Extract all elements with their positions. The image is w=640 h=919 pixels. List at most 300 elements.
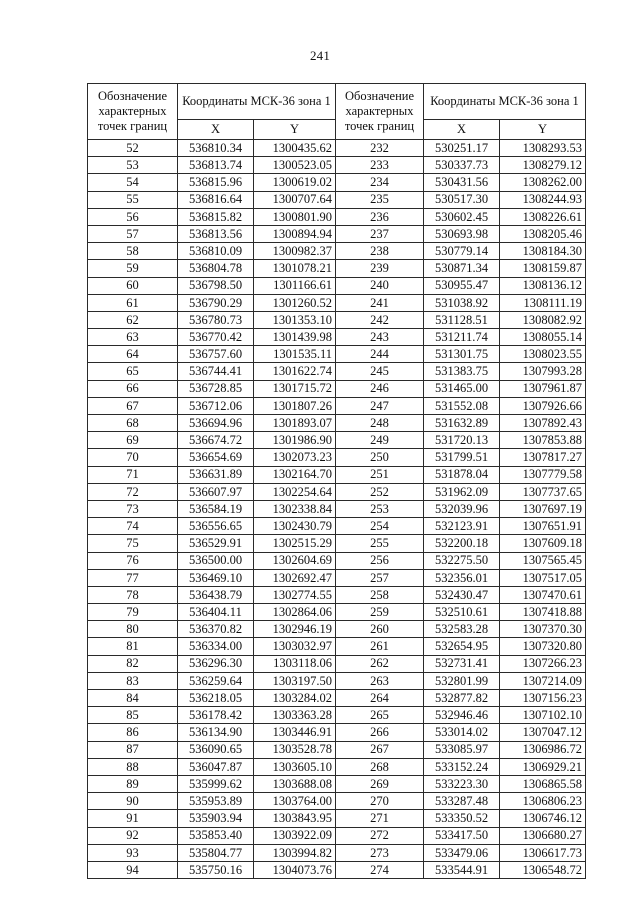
header-coords-group-right: Координаты МСК-36 зона 1 (424, 84, 586, 120)
table-row (88, 294, 586, 311)
y-left: 1303528.78 (254, 741, 336, 758)
point-id-right: 232 (336, 140, 424, 157)
x-right: 530779.14 (424, 243, 500, 260)
y-left: 1301622.74 (254, 363, 336, 380)
header-coords-group-left: Координаты МСК-36 зона 1 (178, 84, 336, 120)
table-row (88, 380, 586, 397)
x-left: 536090.65 (178, 741, 254, 758)
y-right: 1308055.14 (500, 329, 586, 346)
y-right: 1308159.87 (500, 260, 586, 277)
y-left: 1301986.90 (254, 432, 336, 449)
x-right: 532583.28 (424, 621, 500, 638)
y-right: 1308205.46 (500, 225, 586, 242)
point-id-right: 247 (336, 397, 424, 414)
y-left: 1302946.19 (254, 621, 336, 638)
table-header (88, 84, 586, 140)
x-left: 536334.00 (178, 638, 254, 655)
table-row (88, 140, 586, 157)
point-id-left: 67 (88, 397, 178, 414)
table-row (88, 311, 586, 328)
y-left: 1302774.55 (254, 586, 336, 603)
y-right: 1307779.58 (500, 466, 586, 483)
table-row (88, 827, 586, 844)
point-id-right: 261 (336, 638, 424, 655)
point-id-left: 63 (88, 329, 178, 346)
point-id-right: 266 (336, 724, 424, 741)
y-right: 1308082.92 (500, 311, 586, 328)
y-left: 1300619.02 (254, 174, 336, 191)
y-left: 1301893.07 (254, 415, 336, 432)
point-id-left: 76 (88, 552, 178, 569)
x-left: 536529.91 (178, 535, 254, 552)
y-left: 1302073.23 (254, 449, 336, 466)
point-id-left: 57 (88, 225, 178, 242)
x-left: 536804.78 (178, 260, 254, 277)
x-right: 532801.99 (424, 672, 500, 689)
x-left: 536816.64 (178, 191, 254, 208)
point-id-right: 253 (336, 500, 424, 517)
x-left: 536607.97 (178, 483, 254, 500)
point-id-right: 270 (336, 793, 424, 810)
y-right: 1308279.12 (500, 157, 586, 174)
point-id-left: 64 (88, 346, 178, 363)
point-id-left: 74 (88, 518, 178, 535)
point-id-right: 243 (336, 329, 424, 346)
y-right: 1307609.18 (500, 535, 586, 552)
point-id-right: 262 (336, 655, 424, 672)
x-right: 532356.01 (424, 569, 500, 586)
x-left: 536815.82 (178, 208, 254, 225)
x-right: 531383.75 (424, 363, 500, 380)
y-left: 1303994.82 (254, 844, 336, 861)
point-id-right: 251 (336, 466, 424, 483)
header-x-left: X (178, 120, 254, 140)
point-id-right: 252 (336, 483, 424, 500)
point-id-right: 267 (336, 741, 424, 758)
x-right: 530955.47 (424, 277, 500, 294)
x-left: 536810.09 (178, 243, 254, 260)
x-right: 532946.46 (424, 707, 500, 724)
x-right: 533152.24 (424, 758, 500, 775)
table-row (88, 191, 586, 208)
y-right: 1307817.27 (500, 449, 586, 466)
point-id-left: 72 (88, 483, 178, 500)
y-right: 1308226.61 (500, 208, 586, 225)
point-id-left: 55 (88, 191, 178, 208)
y-right: 1306929.21 (500, 758, 586, 775)
x-right: 533417.50 (424, 827, 500, 844)
y-left: 1301439.98 (254, 329, 336, 346)
table-row (88, 518, 586, 535)
point-id-right: 245 (336, 363, 424, 380)
table-row (88, 586, 586, 603)
point-id-right: 242 (336, 311, 424, 328)
y-left: 1303032.97 (254, 638, 336, 655)
x-right: 530251.17 (424, 140, 500, 157)
y-left: 1302430.79 (254, 518, 336, 535)
header-y-right: Y (500, 120, 586, 140)
point-id-right: 254 (336, 518, 424, 535)
y-right: 1308244.93 (500, 191, 586, 208)
x-left: 536218.05 (178, 690, 254, 707)
x-right: 533287.48 (424, 793, 500, 810)
table-row (88, 483, 586, 500)
point-id-left: 62 (88, 311, 178, 328)
point-id-right: 272 (336, 827, 424, 844)
x-left: 536584.19 (178, 500, 254, 517)
point-id-left: 80 (88, 621, 178, 638)
y-right: 1307214.09 (500, 672, 586, 689)
y-right: 1307565.45 (500, 552, 586, 569)
y-left: 1302254.64 (254, 483, 336, 500)
x-right: 533014.02 (424, 724, 500, 741)
point-id-left: 69 (88, 432, 178, 449)
y-left: 1300982.37 (254, 243, 336, 260)
y-right: 1307651.91 (500, 518, 586, 535)
x-left: 535750.16 (178, 861, 254, 878)
point-id-right: 260 (336, 621, 424, 638)
y-right: 1308293.53 (500, 140, 586, 157)
x-left: 536047.87 (178, 758, 254, 775)
y-right: 1307470.61 (500, 586, 586, 603)
point-id-right: 274 (336, 861, 424, 878)
point-id-left: 70 (88, 449, 178, 466)
x-right: 531301.75 (424, 346, 500, 363)
y-left: 1303197.50 (254, 672, 336, 689)
x-left: 536770.42 (178, 329, 254, 346)
point-id-left: 92 (88, 827, 178, 844)
y-right: 1307993.28 (500, 363, 586, 380)
point-id-right: 248 (336, 415, 424, 432)
table-row (88, 604, 586, 621)
table-row (88, 432, 586, 449)
x-left: 536438.79 (178, 586, 254, 603)
x-left: 536259.64 (178, 672, 254, 689)
y-left: 1301353.10 (254, 311, 336, 328)
x-right: 532275.50 (424, 552, 500, 569)
table-row (88, 174, 586, 191)
x-right: 531720.13 (424, 432, 500, 449)
point-id-left: 56 (88, 208, 178, 225)
point-id-right: 268 (336, 758, 424, 775)
point-id-left: 81 (88, 638, 178, 655)
x-right: 532200.18 (424, 535, 500, 552)
y-right: 1306548.72 (500, 861, 586, 878)
point-id-right: 273 (336, 844, 424, 861)
x-left: 536469.10 (178, 569, 254, 586)
point-id-right: 233 (336, 157, 424, 174)
x-left: 535853.40 (178, 827, 254, 844)
x-right: 532039.96 (424, 500, 500, 517)
point-id-left: 68 (88, 415, 178, 432)
table-row (88, 793, 586, 810)
table-row (88, 707, 586, 724)
x-left: 536728.85 (178, 380, 254, 397)
table-row (88, 724, 586, 741)
point-id-left: 53 (88, 157, 178, 174)
y-left: 1301260.52 (254, 294, 336, 311)
x-left: 536798.50 (178, 277, 254, 294)
table-row (88, 638, 586, 655)
point-id-right: 265 (336, 707, 424, 724)
y-left: 1302338.84 (254, 500, 336, 517)
point-id-left: 66 (88, 380, 178, 397)
point-id-left: 93 (88, 844, 178, 861)
y-left: 1303118.06 (254, 655, 336, 672)
x-left: 535903.94 (178, 810, 254, 827)
y-right: 1307853.88 (500, 432, 586, 449)
y-left: 1303764.00 (254, 793, 336, 810)
table-body (88, 140, 586, 879)
x-right: 530517.30 (424, 191, 500, 208)
point-id-left: 61 (88, 294, 178, 311)
x-left: 536654.69 (178, 449, 254, 466)
point-id-right: 235 (336, 191, 424, 208)
x-left: 536810.34 (178, 140, 254, 157)
y-right: 1307370.30 (500, 621, 586, 638)
point-id-right: 271 (336, 810, 424, 827)
point-id-right: 257 (336, 569, 424, 586)
y-left: 1302604.69 (254, 552, 336, 569)
point-id-left: 83 (88, 672, 178, 689)
x-left: 536790.29 (178, 294, 254, 311)
point-id-left: 60 (88, 277, 178, 294)
table-row (88, 208, 586, 225)
x-right: 532430.47 (424, 586, 500, 603)
point-id-left: 79 (88, 604, 178, 621)
y-right: 1307926.66 (500, 397, 586, 414)
x-left: 536744.41 (178, 363, 254, 380)
table-row (88, 621, 586, 638)
point-id-right: 269 (336, 775, 424, 792)
x-left: 536134.90 (178, 724, 254, 741)
y-left: 1303922.09 (254, 827, 336, 844)
table-row (88, 690, 586, 707)
point-id-right: 240 (336, 277, 424, 294)
table-row (88, 277, 586, 294)
point-id-left: 87 (88, 741, 178, 758)
point-id-right: 234 (336, 174, 424, 191)
point-id-right: 264 (336, 690, 424, 707)
y-left: 1303843.95 (254, 810, 336, 827)
table-row (88, 466, 586, 483)
x-right: 532877.82 (424, 690, 500, 707)
x-left: 536813.56 (178, 225, 254, 242)
point-id-left: 91 (88, 810, 178, 827)
y-left: 1303446.91 (254, 724, 336, 741)
y-right: 1307517.05 (500, 569, 586, 586)
x-right: 530871.34 (424, 260, 500, 277)
point-id-left: 52 (88, 140, 178, 157)
y-right: 1308184.30 (500, 243, 586, 260)
point-id-left: 89 (88, 775, 178, 792)
y-right: 1306806.23 (500, 793, 586, 810)
x-right: 530337.73 (424, 157, 500, 174)
point-id-right: 250 (336, 449, 424, 466)
y-left: 1303605.10 (254, 758, 336, 775)
y-left: 1301535.11 (254, 346, 336, 363)
x-left: 536370.82 (178, 621, 254, 638)
x-left: 536500.00 (178, 552, 254, 569)
x-right: 531799.51 (424, 449, 500, 466)
x-right: 532731.41 (424, 655, 500, 672)
y-left: 1303284.02 (254, 690, 336, 707)
y-right: 1307961.87 (500, 380, 586, 397)
y-left: 1301166.61 (254, 277, 336, 294)
y-left: 1301078.21 (254, 260, 336, 277)
y-left: 1302164.70 (254, 466, 336, 483)
x-left: 535999.62 (178, 775, 254, 792)
table-row (88, 415, 586, 432)
point-id-left: 59 (88, 260, 178, 277)
x-left: 536780.73 (178, 311, 254, 328)
point-id-right: 241 (336, 294, 424, 311)
x-right: 531878.04 (424, 466, 500, 483)
header-y-left: Y (254, 120, 336, 140)
header-point-label-right: Обозначение характерных точек границ (336, 84, 424, 140)
table-row (88, 775, 586, 792)
y-right: 1307737.65 (500, 483, 586, 500)
x-right: 533085.97 (424, 741, 500, 758)
point-id-right: 239 (336, 260, 424, 277)
point-id-left: 88 (88, 758, 178, 775)
table-row (88, 810, 586, 827)
y-right: 1307892.43 (500, 415, 586, 432)
header-point-label-left: Обозначение характерных точек границ (88, 84, 178, 140)
point-id-right: 259 (336, 604, 424, 621)
table-row (88, 243, 586, 260)
coordinates-table (87, 83, 586, 879)
x-right: 532510.61 (424, 604, 500, 621)
point-id-left: 78 (88, 586, 178, 603)
x-right: 530602.45 (424, 208, 500, 225)
table-row (88, 569, 586, 586)
y-left: 1302864.06 (254, 604, 336, 621)
point-id-right: 256 (336, 552, 424, 569)
y-right: 1307156.23 (500, 690, 586, 707)
x-left: 536556.65 (178, 518, 254, 535)
table-row (88, 225, 586, 242)
point-id-right: 237 (336, 225, 424, 242)
x-right: 533350.52 (424, 810, 500, 827)
y-left: 1303363.28 (254, 707, 336, 724)
table-row (88, 672, 586, 689)
x-left: 536674.72 (178, 432, 254, 449)
x-right: 531211.74 (424, 329, 500, 346)
table-row (88, 758, 586, 775)
y-right: 1306617.73 (500, 844, 586, 861)
y-right: 1307697.19 (500, 500, 586, 517)
table-row (88, 500, 586, 517)
x-left: 536296.30 (178, 655, 254, 672)
y-left: 1302515.29 (254, 535, 336, 552)
table-row (88, 260, 586, 277)
point-id-left: 58 (88, 243, 178, 260)
point-id-right: 238 (336, 243, 424, 260)
point-id-left: 84 (88, 690, 178, 707)
x-right: 531038.92 (424, 294, 500, 311)
point-id-left: 73 (88, 500, 178, 517)
x-left: 536757.60 (178, 346, 254, 363)
x-left: 536815.96 (178, 174, 254, 191)
point-id-right: 244 (336, 346, 424, 363)
table-row (88, 329, 586, 346)
y-right: 1308023.55 (500, 346, 586, 363)
x-right: 531962.09 (424, 483, 500, 500)
table-row (88, 655, 586, 672)
point-id-left: 86 (88, 724, 178, 741)
x-right: 532654.95 (424, 638, 500, 655)
x-left: 536712.06 (178, 397, 254, 414)
y-left: 1300894.94 (254, 225, 336, 242)
x-right: 532123.91 (424, 518, 500, 535)
x-right: 533544.91 (424, 861, 500, 878)
y-right: 1308136.12 (500, 277, 586, 294)
point-id-left: 94 (88, 861, 178, 878)
x-left: 536404.11 (178, 604, 254, 621)
x-right: 533223.30 (424, 775, 500, 792)
table-row (88, 449, 586, 466)
table-row (88, 346, 586, 363)
point-id-left: 54 (88, 174, 178, 191)
y-left: 1300801.90 (254, 208, 336, 225)
point-id-right: 246 (336, 380, 424, 397)
point-id-right: 258 (336, 586, 424, 603)
point-id-left: 85 (88, 707, 178, 724)
x-right: 531632.89 (424, 415, 500, 432)
y-right: 1307102.10 (500, 707, 586, 724)
x-right: 531552.08 (424, 397, 500, 414)
x-left: 536631.89 (178, 466, 254, 483)
y-right: 1308111.19 (500, 294, 586, 311)
point-id-left: 65 (88, 363, 178, 380)
y-left: 1302692.47 (254, 569, 336, 586)
x-left: 536178.42 (178, 707, 254, 724)
y-left: 1301715.72 (254, 380, 336, 397)
table-row (88, 552, 586, 569)
y-right: 1306865.58 (500, 775, 586, 792)
y-left: 1300435.62 (254, 140, 336, 157)
table-row (88, 741, 586, 758)
y-right: 1307418.88 (500, 604, 586, 621)
table-row (88, 397, 586, 414)
point-id-left: 82 (88, 655, 178, 672)
y-right: 1306986.72 (500, 741, 586, 758)
y-left: 1300523.05 (254, 157, 336, 174)
point-id-right: 263 (336, 672, 424, 689)
x-left: 536694.96 (178, 415, 254, 432)
x-left: 535953.89 (178, 793, 254, 810)
x-right: 531128.51 (424, 311, 500, 328)
x-right: 530431.56 (424, 174, 500, 191)
y-right: 1308262.00 (500, 174, 586, 191)
table-row (88, 363, 586, 380)
x-left: 536813.74 (178, 157, 254, 174)
table-row (88, 157, 586, 174)
table-row (88, 861, 586, 878)
point-id-right: 255 (336, 535, 424, 552)
y-right: 1306680.27 (500, 827, 586, 844)
y-right: 1307320.80 (500, 638, 586, 655)
x-right: 530693.98 (424, 225, 500, 242)
x-left: 535804.77 (178, 844, 254, 861)
x-right: 533479.06 (424, 844, 500, 861)
point-id-right: 236 (336, 208, 424, 225)
table-row (88, 535, 586, 552)
page-number: 241 (309, 48, 331, 63)
point-id-left: 90 (88, 793, 178, 810)
point-id-right: 249 (336, 432, 424, 449)
